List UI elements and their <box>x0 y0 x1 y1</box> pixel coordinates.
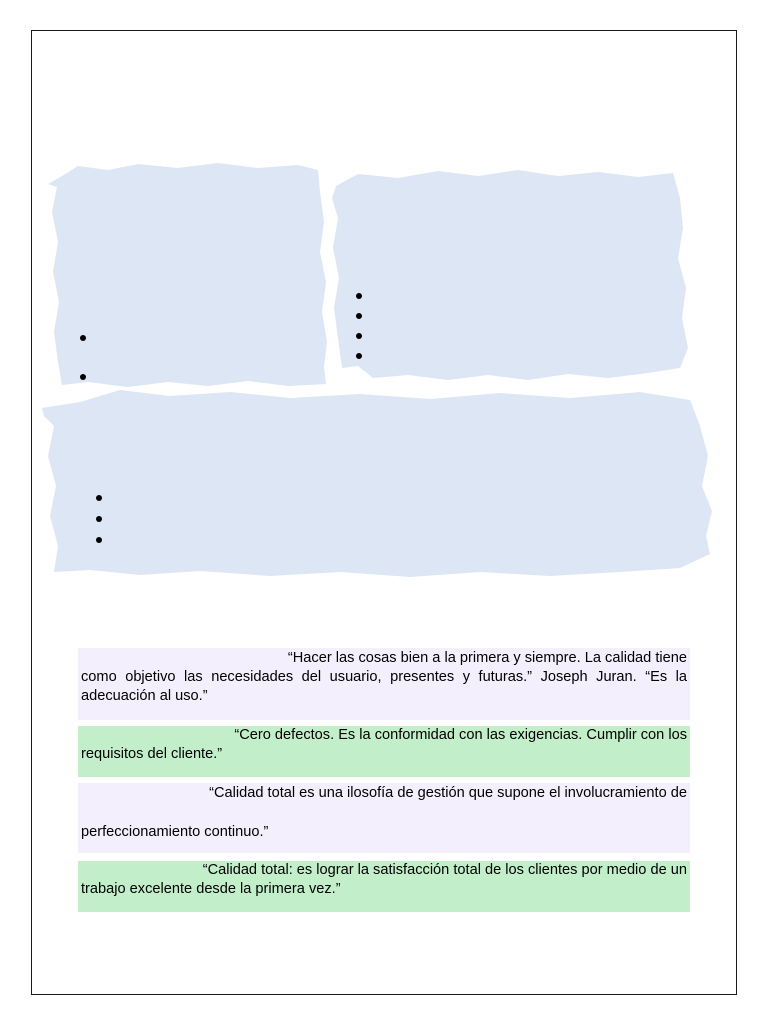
quote-line-first: “Hacer las cosas bien a la primera y siempre. La calidad tiene <box>287 650 687 666</box>
quote-text: trabajo excelente desde la primera vez.” <box>81 881 341 897</box>
bullet-point <box>96 516 102 522</box>
quote-text: requisitos del cliente.” <box>81 746 223 762</box>
brush-box-top-left <box>48 162 330 388</box>
quote-text: como objetivo las necesidades del usuario, presentes y futuras.” Joseph Juran. “Es la adecuación al uso.” <box>81 669 687 704</box>
bullet-point <box>356 313 362 319</box>
bullet-point <box>356 333 362 339</box>
quote-calidad-total-satisfaccion <box>78 861 690 912</box>
bullet-point <box>356 293 362 299</box>
bullet-point <box>80 335 86 341</box>
brush-box-top-right <box>328 168 690 382</box>
quote-cero-defectos <box>78 726 690 777</box>
quote-calidad-total-gestion <box>78 783 690 853</box>
brush-box-wide <box>40 386 714 578</box>
quote-line-first: “Calidad total: es lograr la satisfacción total de los clientes por medio de un <box>202 862 687 878</box>
bullet-point <box>356 353 362 359</box>
quote-line-first: “Calidad total es una ilosofía de gestión que supone el involucramiento de <box>209 785 687 801</box>
bullet-point <box>96 495 102 501</box>
quote-juran <box>78 648 690 720</box>
quote-text: perfeccionamiento continuo.” <box>81 824 269 840</box>
bullet-point <box>96 537 102 543</box>
bullet-point <box>80 374 86 380</box>
quote-line-first: “Cero defectos. Es la conformidad con las exigencias. Cumplir con los <box>234 727 687 743</box>
